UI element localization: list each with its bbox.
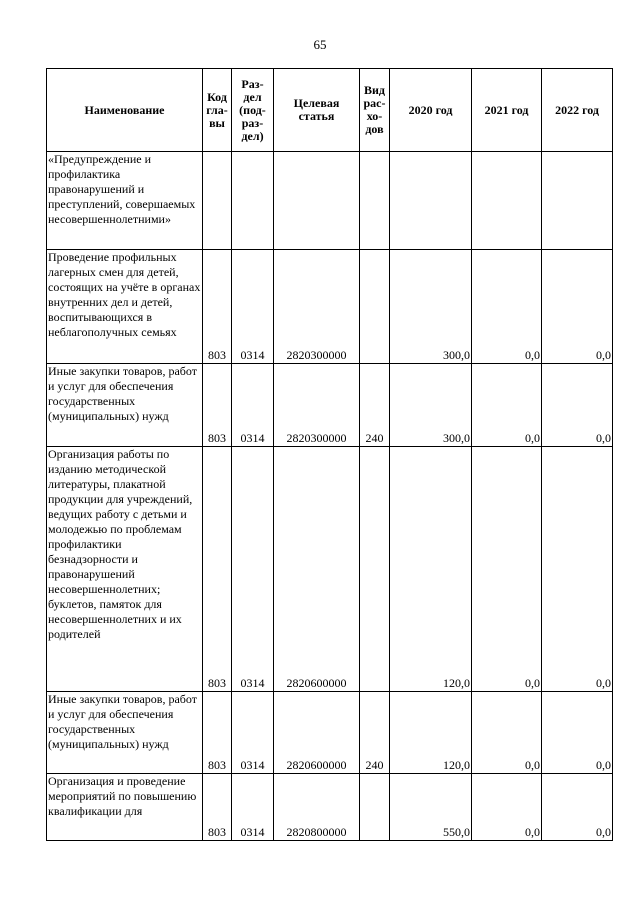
row-2021: 0,0 bbox=[472, 774, 542, 841]
row-2022: 0,0 bbox=[542, 447, 613, 692]
row-section: 0314 bbox=[232, 774, 274, 841]
table-row bbox=[47, 152, 613, 250]
row-chapter: 803 bbox=[203, 774, 232, 841]
row-section: 0314 bbox=[232, 447, 274, 692]
row-2022 bbox=[542, 152, 613, 250]
table-row bbox=[47, 692, 613, 774]
row-2022: 0,0 bbox=[542, 250, 613, 364]
row-chapter: 803 bbox=[203, 692, 232, 774]
row-section: 0314 bbox=[232, 364, 274, 447]
row-2022: 0,0 bbox=[542, 774, 613, 841]
row-expense: 240 bbox=[360, 692, 390, 774]
row-2020: 120,0 bbox=[390, 447, 472, 692]
row-2021: 0,0 bbox=[472, 364, 542, 447]
row-2022: 0,0 bbox=[542, 692, 613, 774]
table-row bbox=[47, 447, 613, 692]
header-year-2021: 2021 год bbox=[472, 69, 542, 152]
row-name: Иные закупки товаров, работ и услуг для обеспечения государственных (муниципальных) нужд bbox=[47, 364, 203, 447]
row-name: Проведение профильных лагерных смен для детей, состоящих на учёте в органах внутренних дел и детей, воспитывающихся в неблагополучных семьях bbox=[47, 250, 203, 364]
row-expense bbox=[360, 152, 390, 250]
header-target-article: Целевая статья bbox=[274, 69, 360, 152]
header-year-2022: 2022 год bbox=[542, 69, 613, 152]
row-section: 0314 bbox=[232, 692, 274, 774]
row-2020: 300,0 bbox=[390, 250, 472, 364]
row-name: Организация работы по изданию методической литературы, плакатной продукции для учреждений, ведущих работу с детьми и молодежью по проблемам профилактики безнадзорности и правонарушений несовершеннолетних; буклетов, памяток для несовершеннолетних и их родителей bbox=[47, 447, 203, 692]
header-chapter-code: Код гла-вы bbox=[203, 69, 232, 152]
row-2020 bbox=[390, 152, 472, 250]
table-row bbox=[47, 250, 613, 364]
row-chapter bbox=[203, 152, 232, 250]
row-expense bbox=[360, 250, 390, 364]
row-expense: 240 bbox=[360, 364, 390, 447]
row-target: 2820800000 bbox=[274, 774, 360, 841]
table-row bbox=[47, 364, 613, 447]
page-number: 65 bbox=[313, 37, 327, 52]
row-chapter: 803 bbox=[203, 364, 232, 447]
row-target bbox=[274, 152, 360, 250]
budget-table bbox=[46, 68, 613, 841]
row-target: 2820600000 bbox=[274, 447, 360, 692]
table-row bbox=[47, 774, 613, 841]
row-chapter: 803 bbox=[203, 447, 232, 692]
row-2020: 550,0 bbox=[390, 774, 472, 841]
row-target: 2820300000 bbox=[274, 250, 360, 364]
header-section: Раз-дел (под-раз-дел) bbox=[232, 69, 274, 152]
header-year-2020: 2020 год bbox=[390, 69, 472, 152]
row-section: 0314 bbox=[232, 250, 274, 364]
row-2021: 0,0 bbox=[472, 692, 542, 774]
row-expense bbox=[360, 774, 390, 841]
row-section bbox=[232, 152, 274, 250]
row-name: «Предупреждение и профилактика правонарушений и преступлений, совершаемых несовершеннолетними» bbox=[47, 152, 203, 250]
row-2020: 300,0 bbox=[390, 364, 472, 447]
row-2021: 0,0 bbox=[472, 250, 542, 364]
row-2022: 0,0 bbox=[542, 364, 613, 447]
row-chapter: 803 bbox=[203, 250, 232, 364]
header-name: Наименование bbox=[47, 69, 203, 152]
row-2020: 120,0 bbox=[390, 692, 472, 774]
table-header-row bbox=[47, 69, 613, 152]
row-name: Иные закупки товаров, работ и услуг для обеспечения государственных (муниципальных) нужд bbox=[47, 692, 203, 774]
row-target: 2820600000 bbox=[274, 692, 360, 774]
row-name: Организация и проведение мероприятий по повышению квалификации для bbox=[47, 774, 203, 841]
row-expense bbox=[360, 447, 390, 692]
row-2021 bbox=[472, 152, 542, 250]
row-target: 2820300000 bbox=[274, 364, 360, 447]
row-2021: 0,0 bbox=[472, 447, 542, 692]
header-expense-type: Вид рас-хо-дов bbox=[360, 69, 390, 152]
